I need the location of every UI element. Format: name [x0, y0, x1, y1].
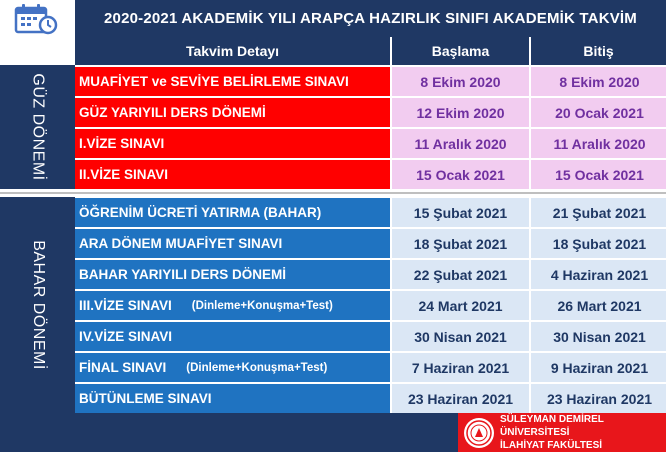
event-name-text: MUAFİYET ve SEVİYE BELİRLEME SINAVI [79, 74, 349, 89]
event-name [75, 96, 394, 127]
event-name [75, 127, 394, 158]
column-header-detail: Takvim Detayı [75, 37, 390, 65]
event-name-text: GÜZ YARIYILI DERS DÖNEMİ [79, 105, 266, 120]
guz-label-text: GÜZ DÖNEMİ [29, 73, 47, 181]
event-name [75, 227, 394, 258]
event-name-text: IV.VİZE SINAVI [79, 329, 173, 344]
table-row [75, 127, 666, 158]
event-note: (Dinleme+Konuşma+Test) [191, 299, 333, 312]
column-header-start: Başlama [390, 37, 529, 65]
table-row [75, 96, 666, 127]
start-date: 22 Şubat 2021 [390, 258, 529, 289]
page-title: 2020-2021 AKADEMİK YILI ARAPÇA HAZIRLIK SINIFI AKADEMİK TAKVİM [75, 0, 666, 37]
column-header-end: Bitiş [529, 37, 666, 65]
university-logo-block [458, 413, 666, 452]
end-date: 18 Şubat 2021 [529, 227, 666, 258]
university-seal-icon [464, 418, 494, 448]
event-name [75, 320, 394, 351]
event-name-text: BAHAR YARIYILI DERS DÖNEMİ [79, 267, 287, 282]
calendar-clock-icon [14, 3, 60, 35]
event-name-text: BÜTÜNLEME SINAVI [79, 391, 212, 406]
event-name-text: I.VİZE SINAVI [79, 136, 165, 151]
end-date: 4 Haziran 2021 [529, 258, 666, 289]
separator-line [0, 192, 666, 194]
table-row [75, 158, 666, 189]
table-row [75, 289, 666, 320]
table-row [75, 320, 666, 351]
event-name [75, 158, 394, 189]
table-row [75, 351, 666, 382]
event-name [75, 351, 394, 382]
header-corner [0, 37, 75, 65]
table-row [75, 258, 666, 289]
faculty-name: İLAHİYAT FAKÜLTESİ [500, 440, 603, 451]
event-name-text: III.VİZE SINAVI [79, 298, 172, 313]
event-name-text: ÖĞRENİM ÜCRETİ YATIRMA (BAHAR) [79, 205, 322, 220]
end-date: 15 Ocak 2021 [529, 158, 666, 189]
event-note: (Dinleme+Konuşma+Test) [186, 361, 328, 374]
end-date: 11 Aralık 2020 [529, 127, 666, 158]
start-date: 23 Haziran 2021 [390, 382, 529, 413]
bahar-label-text: BAHAR DÖNEMİ [29, 240, 47, 370]
footer-bar [0, 413, 458, 452]
start-date: 24 Mart 2021 [390, 289, 529, 320]
university-name: SÜLEYMAN DEMİREL ÜNİVERSİTESİ [500, 414, 604, 438]
start-date: 15 Ocak 2021 [390, 158, 529, 189]
start-date: 12 Ekim 2020 [390, 96, 529, 127]
event-name-text: ARA DÖNEM MUAFİYET SINAVI [79, 236, 283, 251]
start-date: 30 Nisan 2021 [390, 320, 529, 351]
event-name [75, 289, 394, 320]
end-date: 8 Ekim 2020 [529, 65, 666, 96]
logo [0, 0, 75, 37]
start-date: 8 Ekim 2020 [390, 65, 529, 96]
start-date: 7 Haziran 2021 [390, 351, 529, 382]
section-label-guz [0, 65, 75, 189]
university-name-block [500, 413, 666, 452]
end-date: 9 Haziran 2021 [529, 351, 666, 382]
event-name [75, 258, 394, 289]
end-date: 23 Haziran 2021 [529, 382, 666, 413]
table-row [75, 382, 666, 413]
event-name-text: FİNAL SINAVI [79, 360, 167, 375]
table-row [75, 227, 666, 258]
section-label-bahar [0, 197, 75, 413]
start-date: 15 Şubat 2021 [390, 196, 529, 227]
start-date: 18 Şubat 2021 [390, 227, 529, 258]
start-date: 11 Aralık 2020 [390, 127, 529, 158]
end-date: 26 Mart 2021 [529, 289, 666, 320]
table-row [75, 196, 666, 227]
event-name-text: II.VİZE SINAVI [79, 167, 169, 182]
end-date: 21 Şubat 2021 [529, 196, 666, 227]
end-date: 20 Ocak 2021 [529, 96, 666, 127]
event-name [75, 196, 394, 227]
end-date: 30 Nisan 2021 [529, 320, 666, 351]
table-row [75, 65, 666, 96]
event-name [75, 382, 394, 413]
event-name [75, 65, 394, 96]
